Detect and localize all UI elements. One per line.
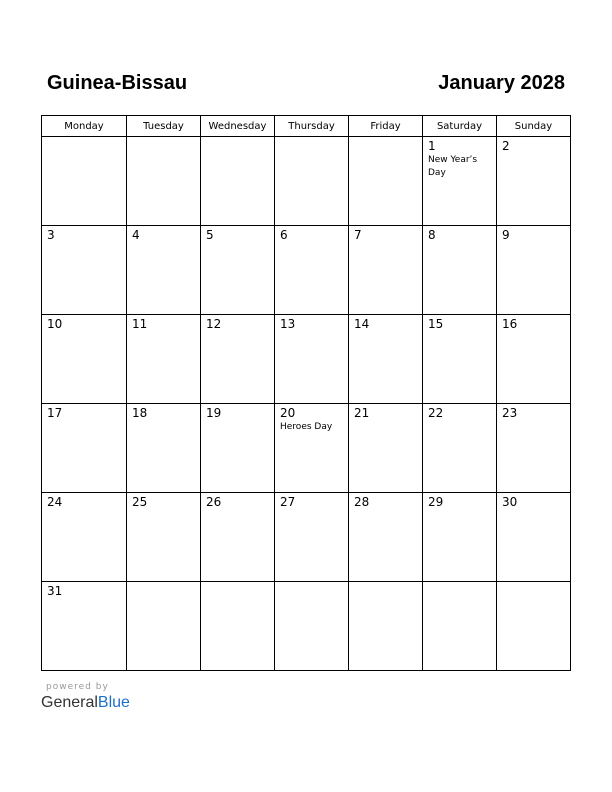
day-number: 13 — [280, 317, 296, 331]
day-cell — [201, 315, 275, 404]
day-number — [127, 582, 200, 585]
weekday-tuesday: Tuesday — [127, 116, 201, 137]
day-cell — [275, 493, 349, 582]
day-number: 30 — [502, 495, 518, 509]
month-title: January 2028 — [438, 72, 565, 94]
day-cell — [349, 493, 423, 582]
day-cell — [201, 582, 275, 671]
day-number: 20 — [280, 406, 296, 420]
day-number: 18 — [132, 406, 148, 420]
day-cell — [127, 137, 201, 226]
day-cell — [201, 226, 275, 315]
day-number: 27 — [280, 495, 296, 509]
weekday-sunday: Sunday — [497, 116, 571, 137]
day-number: 5 — [206, 228, 214, 242]
day-cell — [275, 404, 349, 493]
week-row — [42, 582, 571, 671]
day-number: 19 — [206, 406, 222, 420]
day-number: 16 — [502, 317, 518, 331]
day-cell — [497, 404, 571, 493]
day-number — [423, 582, 496, 585]
day-cell — [497, 315, 571, 404]
day-cell — [201, 404, 275, 493]
day-number: 23 — [502, 406, 518, 420]
weekday-saturday: Saturday — [423, 116, 497, 137]
day-cell — [423, 315, 497, 404]
day-cell — [497, 226, 571, 315]
country-title: Guinea-Bissau — [47, 72, 188, 94]
week-row — [42, 493, 571, 582]
day-cell — [349, 315, 423, 404]
calendar-grid — [41, 115, 571, 671]
generalblue-logo[interactable] — [41, 694, 130, 712]
day-cell — [275, 137, 349, 226]
day-number — [275, 137, 348, 140]
day-cell — [497, 582, 571, 671]
week-row — [42, 404, 571, 493]
day-number — [42, 137, 126, 140]
day-number: 26 — [206, 495, 222, 509]
day-number — [201, 137, 274, 140]
week-row — [42, 226, 571, 315]
day-cell — [127, 404, 201, 493]
day-cell — [127, 226, 201, 315]
day-cell — [423, 493, 497, 582]
day-cell — [349, 137, 423, 226]
day-cell — [349, 226, 423, 315]
day-number — [275, 582, 348, 585]
holiday-label: Heroes Day — [280, 422, 333, 432]
day-cell — [349, 582, 423, 671]
day-cell — [349, 404, 423, 493]
day-cell — [42, 137, 127, 226]
day-number: 28 — [354, 495, 370, 509]
day-number — [201, 582, 274, 585]
day-cell — [42, 226, 127, 315]
day-number: 25 — [132, 495, 148, 509]
day-cell — [423, 226, 497, 315]
day-cell — [201, 137, 275, 226]
weekday-monday: Monday — [42, 116, 127, 137]
day-number: 12 — [206, 317, 222, 331]
day-cell — [42, 493, 127, 582]
day-number — [349, 137, 422, 140]
day-cell — [42, 315, 127, 404]
logo-text-general: General — [41, 694, 98, 711]
day-cell — [423, 137, 497, 226]
day-cell — [42, 582, 127, 671]
day-number: 21 — [354, 406, 370, 420]
day-number — [349, 582, 422, 585]
day-number: 8 — [428, 228, 436, 242]
day-number: 29 — [428, 495, 444, 509]
weekday-wednesday: Wednesday — [201, 116, 275, 137]
day-cell — [497, 137, 571, 226]
weekday-thursday: Thursday — [275, 116, 349, 137]
weekday-header-row — [42, 116, 571, 137]
weekday-friday: Friday — [349, 116, 423, 137]
day-cell — [275, 315, 349, 404]
day-number: 2 — [502, 139, 510, 153]
week-row — [42, 137, 571, 226]
day-number: 1 — [428, 139, 436, 153]
holiday-label: New Year’s Day — [428, 155, 478, 178]
day-cell — [127, 315, 201, 404]
day-number: 24 — [47, 495, 63, 509]
day-cell — [127, 493, 201, 582]
day-number: 6 — [280, 228, 288, 242]
day-cell — [275, 582, 349, 671]
day-number: 3 — [47, 228, 55, 242]
day-cell — [497, 493, 571, 582]
logo-text-blue: Blue — [97, 694, 130, 711]
week-row — [42, 315, 571, 404]
powered-by-label: powered by — [46, 682, 109, 692]
day-number: 9 — [502, 228, 510, 242]
day-cell — [42, 404, 127, 493]
day-number: 10 — [47, 317, 63, 331]
day-cell — [127, 582, 201, 671]
day-cell — [423, 404, 497, 493]
day-number: 7 — [354, 228, 362, 242]
day-number — [127, 137, 200, 140]
day-number: 15 — [428, 317, 444, 331]
day-cell — [423, 582, 497, 671]
day-cell — [275, 226, 349, 315]
day-number: 31 — [47, 584, 63, 598]
day-cell — [201, 493, 275, 582]
day-number: 17 — [47, 406, 63, 420]
day-number: 11 — [132, 317, 148, 331]
day-number: 4 — [132, 228, 140, 242]
day-number: 22 — [428, 406, 444, 420]
day-number: 14 — [354, 317, 370, 331]
day-number — [497, 582, 570, 585]
